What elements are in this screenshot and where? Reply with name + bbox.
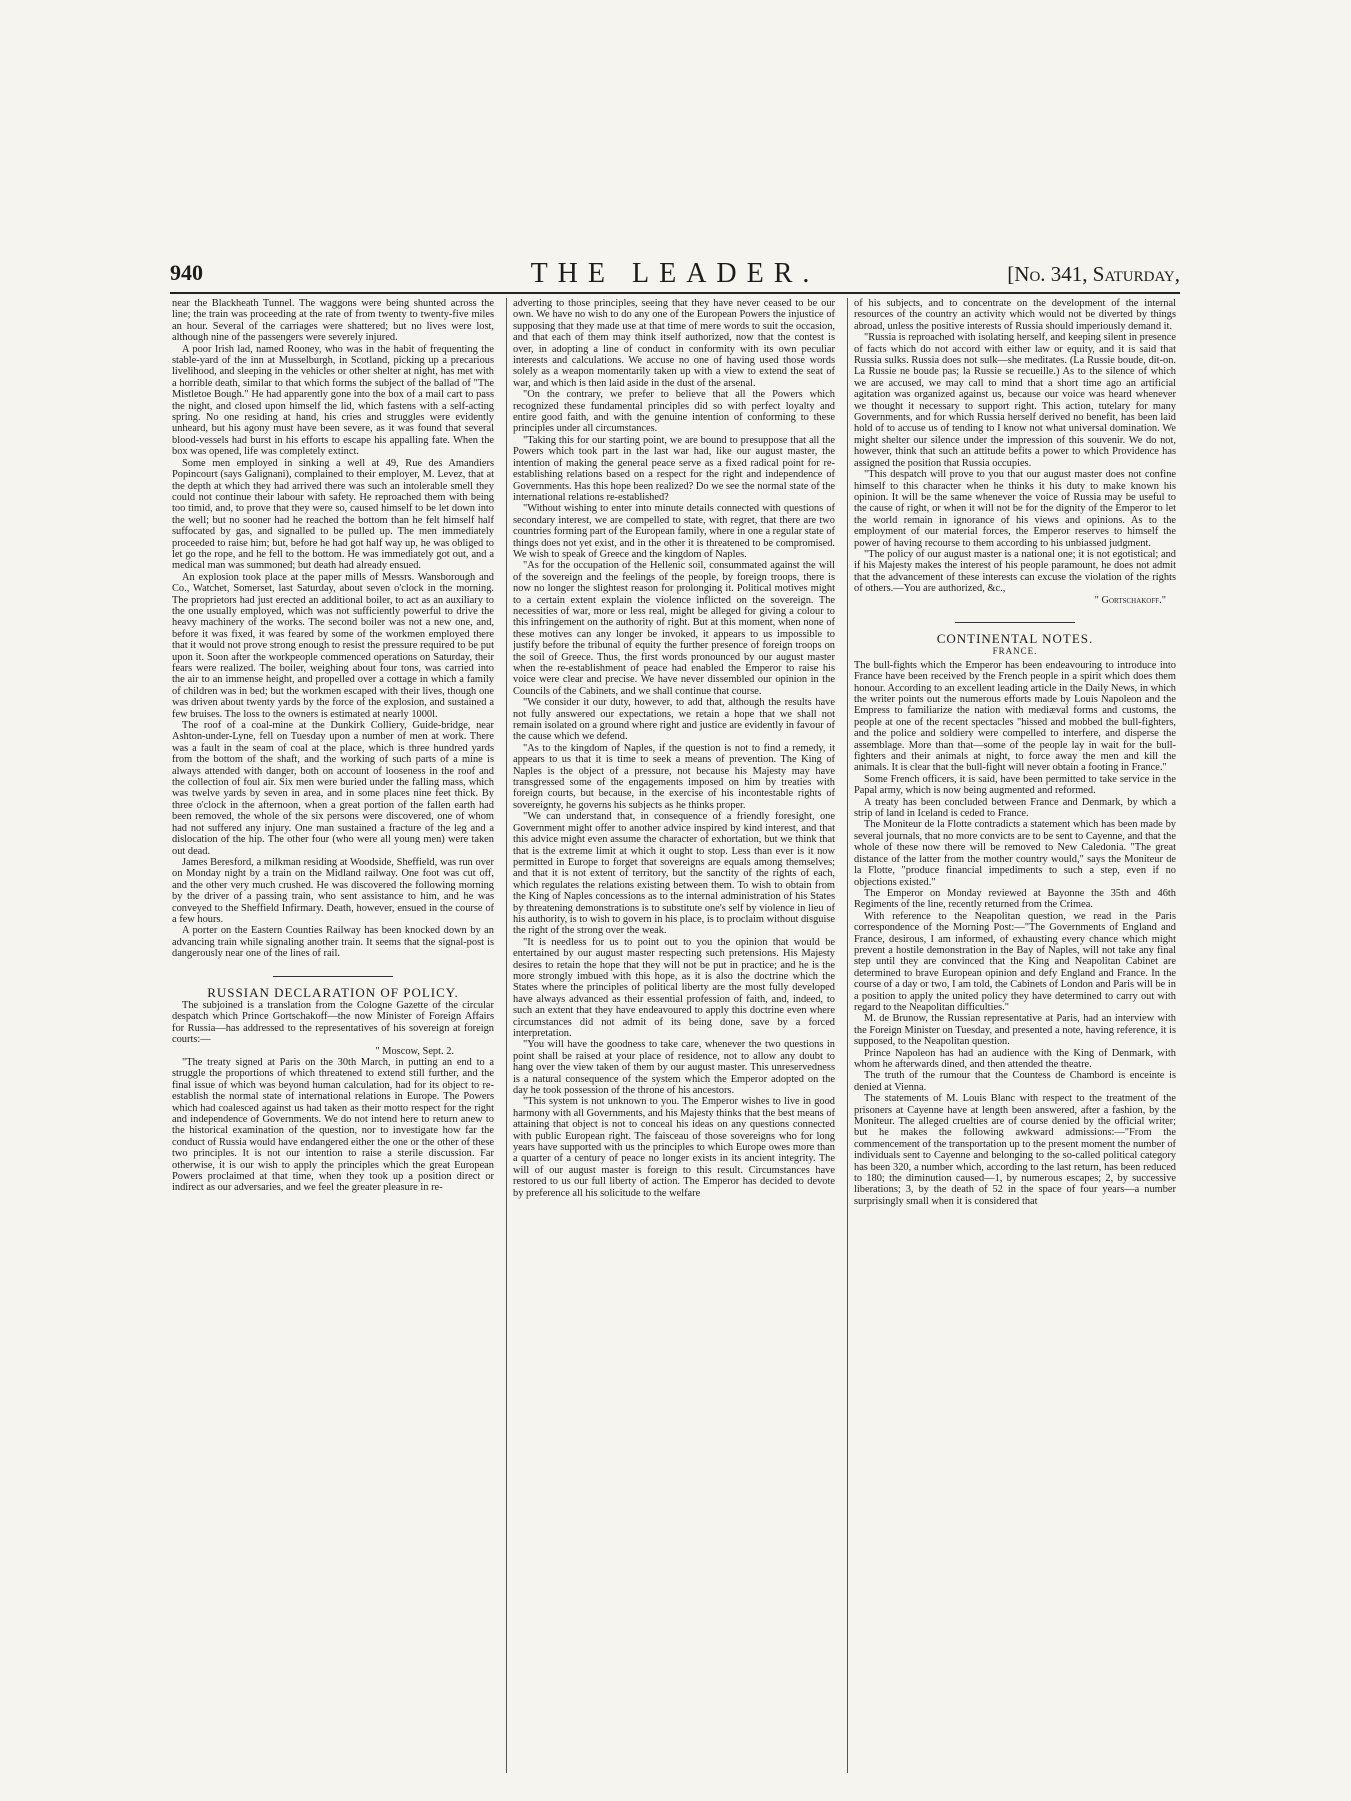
column-3 — [854, 298, 1176, 1788]
paragraph: The bull-fights which the Emperor has been endeavouring to introduce into France have been received by the French people in a spirit which does them honour. According to an excellent leading article in the Daily News, in which the writer points out the numerous efforts made by Louis Napoleon and the Empress to familiarize the nation with mediæval forms and customs, the people at one of the recent spectacles "hissed and mobbed the bull-fighters, and the police and soldiery were compelled to interfere, and disperse the assemblage. More than that—some of the people lay in wait for the bull-fighters and their animals at night, to force away the men and kill the animals. It is clear that the bull-fight will never obtain a footing in France." — [854, 659, 1176, 774]
paragraph: Some French officers, it is said, have been permitted to take service in the Papal army, which is now being augmented and reformed. — [854, 773, 1176, 797]
paragraph: "We can understand that, in consequence of a friendly foresight, one Government might offer to another advice inspired by kind interest, and that this advice might even assume the character of exhortation, but we think that that is the extreme limit at which it ought to stop. Less than ever is it now permitted in Europe to forget that sovereigns are equals among themselves; and that it is not extent of territory, but the sanctity of the rights of each, which regulates the relations existing between them. To wish to obtain from the King of Naples concessions as to the internal administration of his States by threatening demonstrations is to substitute one's self by violence in lieu of his authority, is to wish to govern in his place, is to proclaim without disguise the right of the strong over the weak. — [513, 811, 835, 937]
article-intro: The subjoined is a translation from the Cologne Gazette of the circular despatch which Prince Gortschakoff—the now Minister of Foreign Affairs for Russia—has addressed to the representatives of his sovereign at foreign courts:— — [172, 999, 494, 1046]
column-divider — [506, 298, 507, 1773]
header-rule — [170, 292, 1180, 294]
section-rule — [273, 976, 393, 977]
paragraph: "This despatch will prove to you that our august master does not confine himself to this character when he thinks it his duty to make known his opinion. It will be the same whenever the voice of Russia may be useful to the cause of right, or when it will not be for the dignity of the Emperor to let the world remain in ignorance of his views and opinions. As to the employment of our material forces, the Emperor reserves to himself the power of having recourse to them according to his unbiassed judgment. — [854, 469, 1176, 549]
paragraph: A treaty has been concluded between France and Denmark, by which a strip of land in Iceland is ceded to France. — [854, 796, 1176, 820]
paragraph: "Without wishing to enter into minute details connected with questions of secondary interest, we are compelled to state, with regret, that there are two countries forming part of the European family, where in one a regular state of things does not yet exist, and in the other it is threatened to be compromised. We wish to speak of Greece and the kingdom of Naples. — [513, 503, 835, 560]
issue-label: [No. 341, Saturday, — [1007, 262, 1180, 286]
paragraph: "It is needless for us to point out to you the opinion that would be entertained by our august master respecting such pretensions. His Majesty desires to retain the hope that they will not be put in practice; and he is the more strongly imbued with this hope, as it is also the doctrine which the States where the principles of political liberty are the most fully developed have always advanced as their essential profession of faith, and, indeed, to such an extent that they have endeavoured to apply this doctrine even where circumstances did not admit of its being done, save by a forced interpretation. — [513, 936, 835, 1039]
paragraph: near the Blackheath Tunnel. The waggons were being shunted across the line; the train was proceeding at the rate of from twenty to twenty-five miles an hour. Several of the carriages were shattered; but no lives were lost, although nine of the passengers were severely injured. — [172, 298, 494, 344]
paragraph: A porter on the Eastern Counties Railway has been knocked down by an advancing train while signaling another train. It seems that the signal-post is dangerously near one of the lines of rail. — [172, 925, 494, 960]
paragraph: With reference to the Neapolitan question, we read in the Paris correspondence of the Morning Post:—"The Governments of England and France, desirous, I am informed, of exhausting every chance which might prevent a hostile demonstration in the Bay of Naples, will not take any final step until they are convinced that the King and Neapolitan Cabinet are determined to brave European opinion and defy England and France. In the course of a day or two, I am told, the Cabinets of London and Paris will be in a position to apply the united policy they have determined to carry out with regard to the Neapolitan difficulties." — [854, 910, 1176, 1013]
column-2 — [513, 298, 835, 1788]
paragraph: A poor Irish lad, named Rooney, who was in the habit of frequenting the stable-yard of the inn at Musselburgh, in Scotland, picking up a precarious livelihood, and sleeping in the vehicles or other shelter at night, has met with a horrible death, similar to that which forms the subject of the ballad of "The Mistletoe Bough." He had apparently gone into the box of a mail cart to pass the night, and closed upon himself the lid, which fastens with a self-acting spring. No one residing at hand, his cries and struggles were evidently unheard, but his agony must have been severe, as it was found that several blood-vessels had burst in his efforts to escape his appalling fate. When the box was opened, life was completely extinct. — [172, 343, 494, 458]
paragraph: The statements of M. Louis Blanc with respect to the treatment of the prisoners at Cayenne have at length been answered, after a fashion, by the Moniteur. The alleged cruelties are of course denied by the official writer; but he makes the following awkward admissions:—"From the commencement of the transportation up to the present moment the number of individuals sent to Cayenne and belonging to the so-called political category has been 320, a number which, according to the last return, has been reduced to 180; the diminution caused—1, by numerous escapes; 2, by successive liberations; 3, by the death of 52 in the space of four years—a number surprisingly small when it is considered that — [854, 1093, 1176, 1207]
article-heading: CONTINENTAL NOTES. — [936, 630, 1094, 646]
paragraph: "As to the kingdom of Naples, if the question is not to find a remedy, it appears to us that it is time to seek a means of prevention. The King of Naples is the object of a pressure, not because his Majesty may have transgressed some of the engagements imposed on him by treaties with foreign courts, but because, in the exercise of his incontestable rights of sovereignty, he governs his subjects as he thinks proper. — [513, 742, 835, 811]
paragraph: "This system is not unknown to you. The Emperor wishes to live in good harmony with all Governments, and his Majesty thinks that the best means of attaining that object is not to conceal his ideas on any questions connected with public European right. The faisceau of those sovereigns who for long years have supported with us the principles to which Europe owes more than a quarter of a century of peace no longer exists in its ancient integrity. The will of our august master is foreign to this result. Circumstances have restored to us our full liberty of action. The Emperor has decided to devote by preference all his solicitude to the welfare — [513, 1096, 835, 1199]
paragraph: adverting to those principles, seeing that they have never ceased to be our own. We have no wish to do any one of the European Powers the injustice of supposing that they made use at that time of mere words to suit the occasion, and that each of them may think itself authorized, now that the contest is over, in adopting a line of conduct in conformity with its own peculiar interests and calculations. We accuse no one of having used those words solely as a weapon momentarily taken up with a view to extend the seat of war, and which is then laid aside in the dust of the arsenal. — [513, 298, 835, 389]
paragraph: The Emperor on Monday reviewed at Bayonne the 35th and 46th Regiments of the line, recently returned from the Crimea. — [854, 887, 1176, 911]
paragraph: of his subjects, and to concentrate on the development of the internal resources of the country an activity which would not be diverted by things abroad, unless the positive interests of Russia should imperiously demand it. — [854, 298, 1176, 332]
paragraph: The Moniteur de la Flotte contradicts a statement which has been made by several journals, that no more convicts are to be sent to Cayenne, and that the whole of these now there will be removed to New Caledonia. "The great distance of the latter from the mother country would," says the Moniteur de la Flotte, "produce financial impediments to such a step, even if no objections existed." — [854, 819, 1176, 888]
paragraph: The roof of a coal-mine at the Dunkirk Colliery, Guide-bridge, near Ashton-under-Lyne, fell on Tuesday upon a number of men at work. There was a fault in the seam of coal at the place, which is three hundred yards from the bottom of the shaft, and the working of such parts of a mine is always attended with danger, both on account of looseness in the roof and the collection of foul air. Six men were buried under the falling mass, which was twelve yards by seven in area, and in some places nine feet thick. By three o'clock in the afternoon, when a great portion of the fallen earth had been removed, the whole of the six persons were discovered, one of whom had not suffered any injury. One man sustained a fracture of the leg and a dislocation of the hip. The other four (who were all young men) were taken out dead. — [172, 720, 494, 857]
column-divider — [847, 298, 848, 1773]
paragraph: "Taking this for our starting point, we are bound to presuppose that all the Powers which took part in the last war had, like our august master, the intention of making the general peace serve as a fixed radical point for re-establishing relations based on a respect for the right and independence of Governments. Has this hope been realized? Do we see the normal state of the international relations re-established? — [513, 434, 835, 503]
paragraph: Prince Napoleon has had an audience with the King of Denmark, with whom he afterwards dined, and then attended the theatre. — [854, 1047, 1176, 1070]
paragraph: "As for the occupation of the Hellenic soil, consummated against the will of the sovereign and the feelings of the people, by foreign troops, there is now no longer the slightest reason for prolonging it. Political motives might to a certain extent explain the violence inflicted on the sovereign. The necessities of war, more or less real, might be alleged for giving a colour to this infringement on the authority of right. But at this moment, when none of these motives can any longer be invoked, it appears to us impossible to justify before the tribunal of equity the further presence of foreign troops on the soil of Greece. Thus, the first words pronounced by our august master when the re-establishment of peace had enabled the Emperor to raise his voice were clear and precise. We have never dissembled our opinion in the Councils of the Cabinets, and we shall continue that course. — [513, 560, 835, 697]
paragraph: An explosion took place at the paper mills of Messrs. Wansborough and Co., Watchet, Somerset, last Saturday, about seven o'clock in the morning. The proprietors had just erected an additional boiler, to act as an auxiliary to the one usually employed, which was not sufficiently powerful to drive the heavy machinery of the works. The second boiler was not a new one, and, before it was fixed, it was feared by some of the workmen employed there that it would not prove strong enough to resist the pressure required to be put upon it. Soon after the workpeople commenced operations on Saturday, their fears were realized. The boiler, weighing about four tons, was carried into the air to an immense height, and propelled over a cottage in which a family of children was in bed; but the workmen escaped with their lives, though one was driven about twenty yards by the force of the explosion, and sustained a few bruises. The loss to the owners is estimated at nearly 1000l. — [172, 571, 494, 720]
paragraph: James Beresford, a milkman residing at Woodside, Sheffield, was run over on Monday night by a train on the Midland railway. One foot was cut off, and the other very much crushed. He was discovered the following morning by the driver of a passing train, who sent assistance to him, and he was conveyed to the Sheffield Infirmary. Death, however, ensued in the course of a few hours. — [172, 856, 494, 925]
paragraph: M. de Brunow, the Russian representative at Paris, had an interview with the Foreign Minister on Tuesday, and presented a note, having reference, it is supposed, to the Neapolitan question. — [854, 1013, 1176, 1048]
newspaper-title: THE LEADER. — [530, 258, 820, 289]
article-subheading: FRANCE. — [992, 646, 1038, 657]
paragraph: "We consider it our duty, however, to add that, although the results have not fully answered our expectations, we retain a hope that we shall not remain isolated on a ground where right and justice are evidently in favour of the cause which we defend. — [513, 697, 835, 743]
column-1 — [172, 298, 494, 1788]
paragraph: "On the contrary, we prefer to believe that all the Powers which recognized these fundamental principles did so with perfect loyalty and entire good faith, and with the genuine intention of conforming to these principles under all circumstances. — [513, 389, 835, 435]
paragraph: Some men employed in sinking a well at 49, Rue des Amandiers Popincourt (says Galignani), complained to their employer, M. Levez, that at the depth at which they had arrived there was such an intolerable smell they could not continue their labour with safety. He reproached them with being too timid, and, to prove that they were so, caused himself to be let down into the well; but no sooner had he reached the bottom than he felt himself half suffocated by gas, and signalled to be pulled up. The men immediately proceeded to raise him; but, before he had got half way up, he was obliged to let go the rope, and he fell to the bottom. He was immediately got out, and a medical man was summoned; but death had already ensued. — [172, 457, 494, 572]
article-heading: RUSSIAN DECLARATION OF POLICY. — [207, 984, 459, 1000]
paragraph: "You will have the goodness to take care, whenever the two questions in point shall be raised at your place of residence, not to allow any doubt to hang over the view taken of them by our august master. This unreservedness is a natural consequence of the system which the Emperor adopted on the day he took possession of the throne of his ancestors. — [513, 1039, 835, 1097]
dateline: " Moscow, Sept. 2. — [375, 1045, 454, 1057]
paragraph: "The policy of our august master is a national one; it is not egotistical; and if his Majesty makes the interest of his people paramount, he does not admit that the advancement of these interests can excuse the violation of the rights of others.—You are authorized, &c., — [854, 548, 1176, 595]
page-number: 940 — [170, 260, 203, 285]
paragraph: "Russia is reproached with isolating herself, and keeping silent in presence of facts which do not accord with either law or equity, and it is said that Russia sulks. Russia does not sulk—she meditates. (La Russie boude, dit-on. La Russie ne boude pas; la Russie se recueille.) As to the silence of which we are accused, we may call to mind that a short time ago an artificial agitation was organized against us, because our voice was heard whenever we thought it necessary to support right. This action, tutelary for many Governments, and for which Russia herself derived no benefit, has been laid hold of to accuse us of tending to I know not what universal domination. We might shelter our silence under the impression of this souvenir. We do not, however, think that such an attitude befits a power to which Providence has assigned the position that Russia occupies. — [854, 332, 1176, 469]
paragraph: "The treaty signed at Paris on the 30th March, in putting an end to a struggle the proportions of which threatened to extend still further, and the final issue of which was beyond human calculation, had for its object to re-establish the normal state of international relations in Europe. The Powers which had coalesced against us had taken as their motto respect for the right and independence of Governments. We do not intend here to return anew to the historical examination of the question, nor to investigate how far the conduct of Russia would have endangered either the one or the other of these two principles. It is not our intention to raise a sterile discussion. Far otherwise, it is our wish to apply the principles which the great European Powers proclaimed at that time, when they took up a position direct or indirect as our adversaries, and we feel the greater pleasure in re- — [172, 1057, 494, 1194]
section-rule — [955, 622, 1075, 623]
signature: " Gortschakoff." — [1094, 594, 1166, 606]
paragraph: The truth of the rumour that the Countess de Chambord is enceinte is denied at Vienna. — [854, 1070, 1176, 1093]
